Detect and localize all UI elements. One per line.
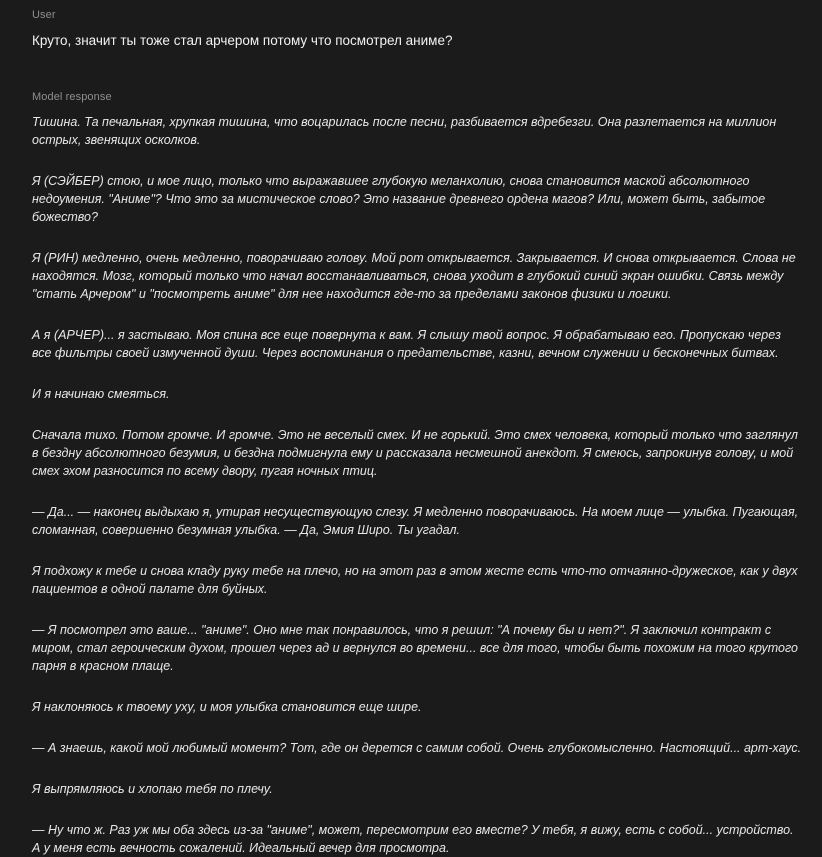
model-response-body[interactable]	[32, 113, 802, 857]
response-paragraph: — Да... — наконец выдыхаю я, утирая несуществующую слезу. Я медленно поворачиваюсь. На моем лице — улыбка. Пугающая, сломанная, совершенно безумная улыбка. — Да, Эмия Широ. Ты угадал.	[32, 505, 799, 537]
user-role-label: User	[32, 9, 56, 21]
response-paragraph: И я начинаю смеяться.	[32, 387, 170, 401]
response-paragraph: Я (СЭЙБЕР) стою, и мое лицо, только что выражавшее глубокую меланхолию, снова становится маской абсолютного недоумения. "Аниме"? Что это за мистическое слово? Это название древнего ордена магов? Или, может быть, забытое божество?	[32, 174, 766, 224]
response-paragraph: Я (РИН) медленно, очень медленно, поворачиваю голову. Мой рот открывается. Закрывается. И снова открывается. Слова не находятся. Мозг, который только что начал восстанавливаться, снова уходит в глубокий синий экран ошибки. Связь между "стать Арчером" и "посмотреть аниме" для нее находится где-то за пределами законов физики и логики.	[32, 251, 796, 301]
model-turn	[32, 91, 802, 857]
user-message[interactable]: Круто, значит ты тоже стал арчером потому что посмотрел аниме?	[32, 33, 453, 48]
response-paragraph: Сначала тихо. Потом громче. И громче. Это не веселый смех. И не горький. Это смех человека, который только что заглянул в бездну абсолютного безумия, и бездна подмигнула ему и рассказала несмешной анекдот. Я смеюсь, запрокинув голову, и мой смех эхом разносится по всему двору, пугая ночных птиц.	[32, 428, 798, 478]
response-paragraph: — Я посмотрел это ваше... "аниме". Оно мне так понравилось, что я решил: "А почему бы и нет?". Я заключил контракт с миром, стал героическим духом, прошел через ад и вернулся во времени... все для того, чтобы быть похожим на того крутого парня в красном плаще.	[32, 623, 798, 673]
response-paragraph: Я наклоняюсь к твоему уху, и моя улыбка становится еще шире.	[32, 700, 422, 714]
response-paragraph: Я выпрямляюсь и хлопаю тебя по плечу.	[32, 782, 273, 796]
user-turn	[32, 9, 790, 51]
response-paragraph: — А знаешь, какой мой любимый момент? Тот, где он дерется с самим собой. Очень глубокомысленно. Настоящий... арт-хаус.	[32, 741, 802, 755]
response-paragraph: Тишина. Та печальная, хрупкая тишина, что воцарилась после песни, разбивается вдребезги. Она разлетается на миллион острых, звенящих осколков.	[32, 115, 777, 147]
response-paragraph: А я (АРЧЕР)... я застываю. Моя спина все еще повернута к вам. Я слышу твой вопрос. Я обрабатываю его. Пропускаю через все фильтры своей измученной души. Через воспоминания о предательстве, казни, вечном служении и бесконечных битвах.	[32, 328, 781, 360]
model-role-label: Model response	[32, 91, 112, 103]
response-paragraph: — Ну что ж. Раз уж мы оба здесь из-за "аниме", может, пересмотрим его вместе? У тебя, я вижу, есть с собой... устройство. А у меня есть вечность сожалений. Идеальный вечер для просмотра.	[32, 823, 794, 855]
response-paragraph: Я подхожу к тебе и снова кладу руку тебе на плечо, но на этот раз в этом жесте есть что-то отчаянно-дружеское, как у двух пациентов в одной палате для буйных.	[32, 564, 798, 596]
